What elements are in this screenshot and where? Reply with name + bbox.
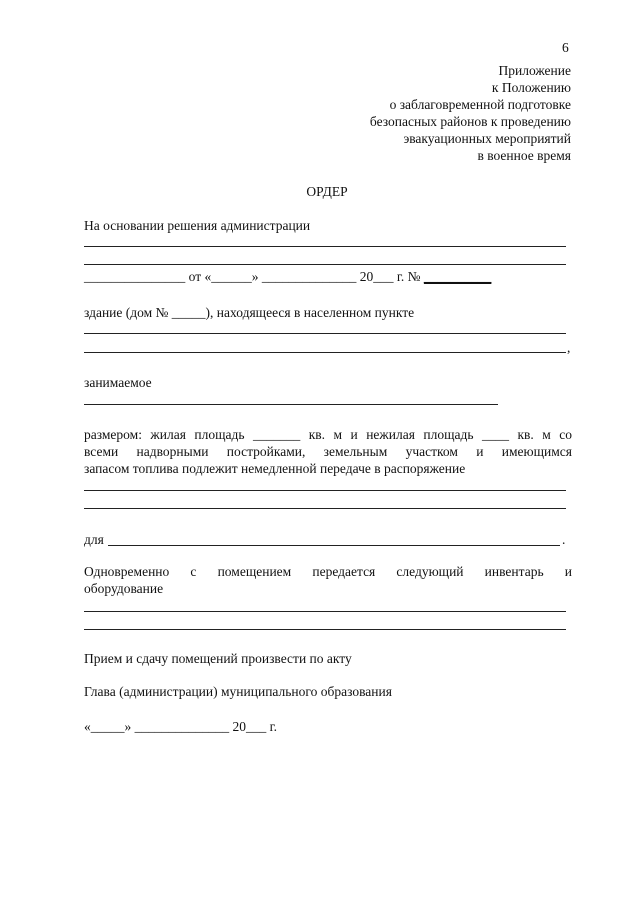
document-title: ОРДЕР: [306, 184, 348, 199]
page-number: 6: [562, 40, 569, 55]
order-number-blank: __________: [423, 269, 492, 284]
size-line-3: запасом топлива подлежит немедленной передаче в распоряжение: [84, 461, 466, 476]
appendix-line-1: Приложение: [498, 63, 571, 78]
acceptance-line: Прием и сдачу помещений произвести по акту: [84, 651, 352, 666]
appendix-line-4: безопасных районов к проведению: [369, 114, 571, 129]
inventory-line-2: оборудование: [84, 581, 164, 596]
blank-line: [84, 490, 566, 491]
blank-line: [84, 246, 566, 247]
size-line-1: размером: жилая площадь _______ кв. м и нежилая площадь ____ кв. м со: [84, 427, 572, 442]
building-line: здание (дом № _____), находящееся в населенном пункте: [84, 305, 415, 320]
occupied-label: занимаемое: [84, 375, 152, 390]
blank-line: [84, 264, 566, 265]
for-label: для: [84, 532, 104, 547]
blank-line: [84, 629, 566, 630]
signature-date: «_____» ______________ 20___ г.: [84, 719, 278, 734]
inventory-line-1: Одновременно с помещением передается следующий инвентарь и: [84, 564, 572, 579]
blank-line: [84, 333, 566, 334]
appendix-line-2: к Положению: [491, 80, 571, 95]
blank-line: [84, 611, 566, 612]
date-from-text: _______________ от «______» ______________ 20___ г. №: [84, 269, 421, 284]
blank-line: [84, 508, 566, 509]
appendix-line-6: в военное время: [477, 148, 571, 163]
appendix-line-5: эвакуационных мероприятий: [403, 131, 571, 146]
size-line-2: всеми надворными постройками, земельным участком и имеющимся: [84, 444, 572, 459]
basis-line: На основании решения администрации: [84, 218, 311, 233]
blank-line: [84, 352, 566, 353]
comma: ,: [567, 340, 571, 355]
head-line: Глава (администрации) муниципального образования: [84, 684, 392, 699]
appendix-line-3: о заблаговременной подготовке: [389, 97, 571, 112]
blank-line: [84, 404, 498, 405]
period: .: [562, 532, 566, 547]
blank-line: [108, 545, 560, 546]
date-number-line: [84, 269, 491, 285]
